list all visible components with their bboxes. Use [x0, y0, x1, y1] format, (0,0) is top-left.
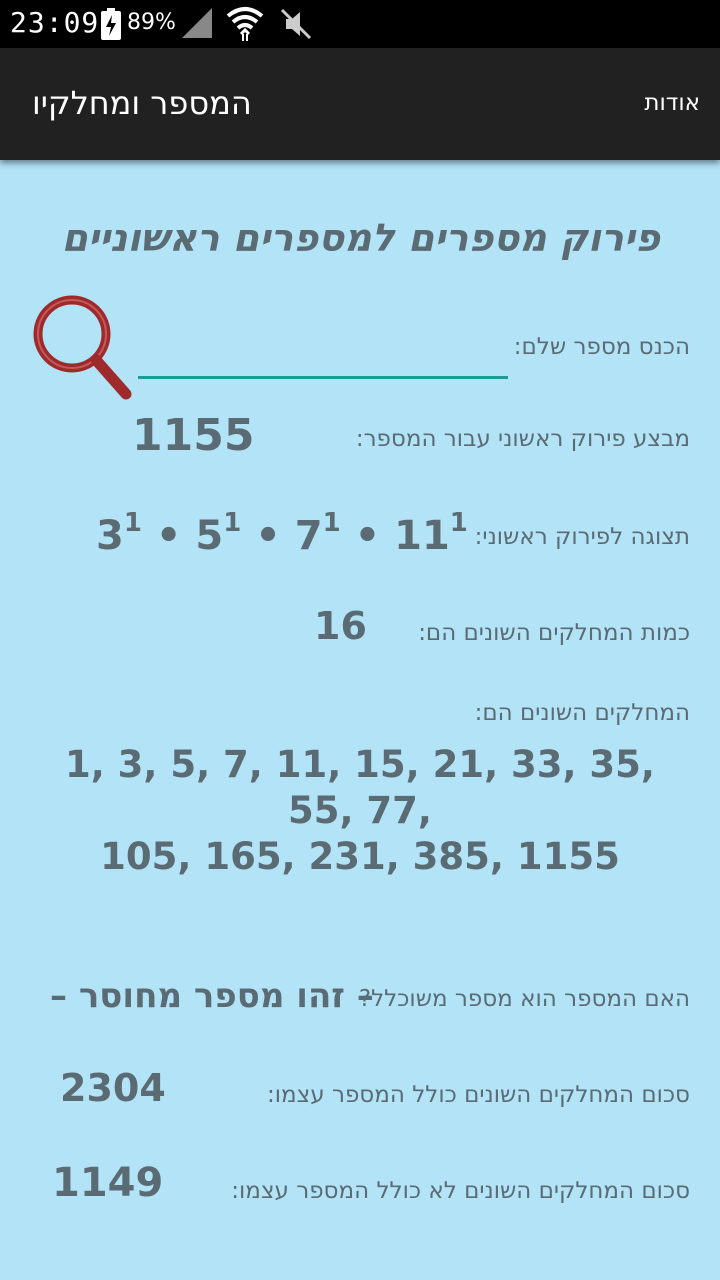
factor: $5^1$ — [195, 508, 242, 559]
input-label: הכנס מספר שלם: — [513, 334, 690, 360]
divisor-count-label: כמות המחלקים השונים הם: — [418, 620, 690, 646]
divisors-list — [30, 742, 690, 880]
sum-excluding-label: סכום המחלקים השונים לא כולל המספר עצמו: — [231, 1178, 690, 1204]
status-bar — [0, 0, 720, 48]
number-input[interactable] — [138, 328, 508, 379]
app-bar — [0, 48, 720, 160]
factor: $11^1$ — [394, 508, 468, 559]
battery-charging-icon — [101, 8, 121, 40]
divisors-line: 105, 165, 231, 385, 1155 — [100, 835, 620, 878]
battery-percent: 89% — [127, 10, 176, 35]
prime-factorization: $3^1$ • $5^1$ • $7^1$ • $11^1$ — [96, 508, 468, 559]
divisor-count: 16 — [314, 604, 367, 648]
status-time: 23:09 — [10, 6, 100, 39]
search-icon[interactable] — [28, 290, 136, 402]
about-button[interactable]: אודות — [644, 90, 700, 116]
signal-icon — [180, 6, 214, 40]
sum-including-value: 2304 — [60, 1066, 166, 1110]
factorization-label: תצוגה לפירוק ראשוני: — [474, 524, 690, 550]
page-heading: פירוק מספרים למספרים ראשוניים — [61, 216, 660, 260]
sum-including-label: סכום המחלקים השונים כולל המספר עצמו: — [266, 1082, 690, 1108]
divisors-line: 1, 3, 5, 7, 11, 15, 21, 33, 35, 55, 77, — [65, 743, 655, 832]
number-value: 1155 — [132, 410, 255, 461]
factorizing-label: מבצע פירוק ראשוני עבור המספר: — [355, 426, 690, 452]
app-title: המספר ומחלקיו — [32, 84, 252, 122]
perfect-number-label: האם המספר הוא מספר משוכלל? — [358, 986, 690, 1012]
factor: $7^1$ — [294, 508, 341, 559]
wifi-icon — [226, 4, 264, 42]
sum-excluding-value: 1149 — [52, 1160, 164, 1206]
mute-icon — [280, 8, 312, 40]
factor: $3^1$ — [96, 508, 142, 559]
divisors-label: המחלקים השונים הם: — [474, 700, 690, 726]
perfect-number-result: – זהו מספר מחוסר – — [50, 976, 374, 1016]
